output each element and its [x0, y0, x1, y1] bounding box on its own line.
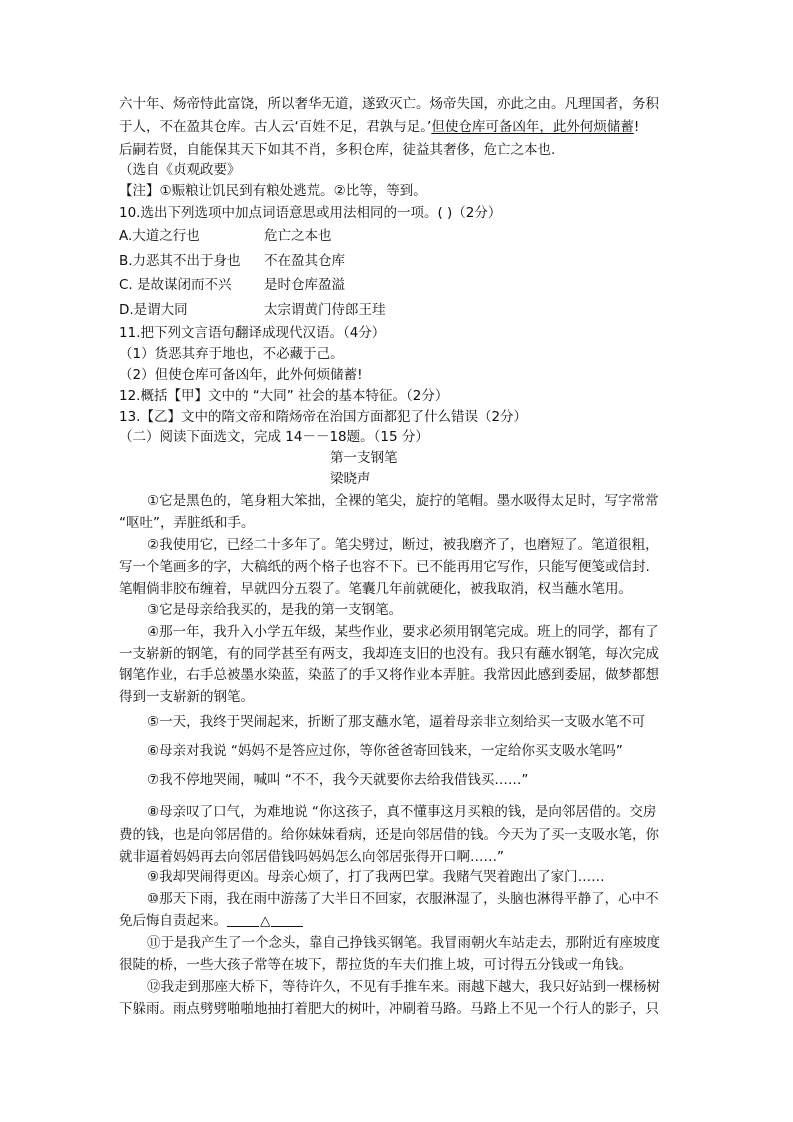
section-heading: （二）阅读下面选文，完成 14－－18题。（15 分）: [119, 429, 429, 445]
paragraph-line: ⑩那天下雨，我在雨中游荡了大半日不回家，衣服淋湿了，头脑也淋得平静了，心中不: [147, 891, 659, 907]
paragraph-line: ③它是母亲给我买的，是我的第一支钢笔。: [147, 602, 403, 618]
option-left: D.是谓大同: [119, 302, 188, 318]
passage-line: 六十年、炀帝恃此富饶，所以奢华无道，遂致灭亡。炀帝失国，亦此之由。凡理国者，务积: [119, 96, 659, 112]
option-right: 不在盈其仓库: [264, 253, 345, 269]
question-10: 10.选出下列选项中加点词语意思或用法相同的一项。( )（2分）: [119, 205, 502, 221]
paragraph-line: ①它是黑色的，笔身粗大笨拙，全裸的笔尖，旋拧的笔帽。墨水吸得太足时，写字常常: [147, 493, 659, 509]
paragraph-line: 下躲雨。雨点劈劈啪啪地抽打着肥大的树叶，冲刷着马路。马路上不见一个行人的影子，只: [119, 1001, 659, 1017]
article-author: 梁晓声: [330, 471, 371, 487]
question-11-item: （1）货恶其弃于地也，不必藏于己。: [119, 346, 344, 362]
triangle-mark: △: [260, 913, 271, 929]
paragraph-line: 得到一支崭新的钢笔。: [119, 689, 254, 705]
option-left: B.力恶其不出于身也: [119, 253, 241, 269]
paragraph-line: 很陡的桥，一些大孩子常等在坡下，帮拉货的车夫们推上坡，可讨得五分钱或一角钱。: [119, 957, 632, 973]
option-c: [119, 275, 679, 295]
article-title: 第一支钢笔: [330, 450, 398, 466]
paragraph-line: 钢笔作业，右手总被墨水染蓝，染蓝了的手又将作业本弄脏。我常因此感到委屈，做梦都想: [119, 667, 659, 683]
paragraph-line: ⑫我走到那座大桥下，等待许久，不见有手推车来。雨越下越大，我只好站到一棵杨树: [147, 979, 660, 995]
underlined-sentence: 但使仓库可备凶年，此外何烦储蓄: [431, 119, 634, 135]
paragraph-line: ⑪于是我产生了一个念头，靠自己挣钱买钢笔。我冒雨朝火车站走去，那附近有座坡度: [147, 935, 660, 951]
paragraph-line: 就非逼着妈妈再去向邻居借钱吗妈妈怎么向邻居张得开口啊……”: [119, 849, 504, 865]
paragraph-text: 免后悔自责起来。: [119, 913, 227, 929]
paragraph-line: 笔帽倘非胶布缠着，早就四分五裂了。笔囊几年前就硬化，被我取消，权当蘸水笔用。: [119, 581, 632, 597]
option-left: C. 是故谋闭而不兴: [119, 277, 232, 293]
source-citation: （选自《贞观政要》: [119, 162, 241, 178]
passage-text: 于人，不在盈其仓库。古人云‘百姓不足，君孰与足。’: [119, 119, 432, 135]
option-right: 是时仓库盈溢: [264, 277, 345, 293]
paragraph-line: 写一个笔画多的字，大稿纸的两个格子也容不下。已不能再用它写作，只能写便笺或信封.: [119, 559, 650, 575]
paragraph-line: ⑥母亲对我说 “妈妈不是答应过你，等你爸爸寄回钱来，一定给你买支吸水笔吗”: [147, 743, 623, 759]
option-right: 危亡之本也: [264, 228, 332, 244]
passage-line: 后嗣若贤，自能保其天下如其不肖，多积仓库，徒益其奢侈，危亡之本也.: [119, 142, 556, 158]
answer-blank[interactable]: [271, 912, 303, 927]
question-11-item: （2）但使仓库可备凶年，此外何烦储蓄!: [119, 367, 363, 383]
paragraph-line: ⑨我却哭闹得更凶。母亲心烦了，打了我两巴掌。我赌气哭着跑出了家门……: [147, 869, 605, 885]
paragraph-line: 费的钱，也是向邻居借的。给你妹妹看病，还是向邻居借的钱。今天为了买一支吸水笔，你: [119, 827, 659, 843]
option-a: [119, 226, 679, 246]
paragraph-line: ②我使用它，已经二十多年了。笔尖劈过，断过，被我磨齐了，也磨短了。笔道很粗，: [147, 537, 659, 553]
question-13: 13.【乙】文中的隋文帝和隋炀帝在治国方面都犯了什么错误（2分）: [119, 409, 528, 425]
passage-line: [119, 117, 679, 137]
answer-blank[interactable]: [227, 912, 259, 927]
paragraph-line: “呕吐”，弄脏纸和手。: [119, 515, 255, 531]
paragraph-line: 一支崭新的钢笔，有的同学甚至有两支，我却连支旧的也没有。我只有蘸水钢笔，每次完成: [119, 646, 659, 662]
option-d: [119, 300, 679, 320]
paragraph-line: ⑤一天，我终于哭闹起来，折断了那支蘸水笔，逼着母亲非立刻给买一支吸水笔不可: [147, 714, 646, 730]
paragraph-line: ⑦我不停地哭闹，喊叫 “不不，我今天就要你去给我借钱买……”: [147, 772, 529, 788]
question-11: 11.把下列文言语句翻译成现代汉语。（4分）: [119, 325, 386, 341]
paragraph-line: [119, 911, 679, 931]
annotation-note: 【注】①赈粮让饥民到有粮处逃荒。②比等，等到。: [119, 183, 427, 199]
passage-text: !: [633, 119, 640, 135]
paragraph-line: ④那一年，我升入小学五年级，某些作业，要求必须用钢笔完成。班上的同学，都有了: [147, 624, 659, 640]
paragraph-line: ⑧母亲叹了口气，为难地说 “你这孩子，真不懂事这月买粮的钱，是向邻居借的。交房: [147, 804, 657, 820]
option-left: A.大道之行也: [119, 228, 200, 244]
option-right: 太宗谓黄门侍郎王珪: [264, 302, 386, 318]
question-12: 12.概括【甲】文中的 “大同” 社会的基本特征。（2分）: [119, 388, 449, 404]
option-b: [119, 251, 679, 271]
